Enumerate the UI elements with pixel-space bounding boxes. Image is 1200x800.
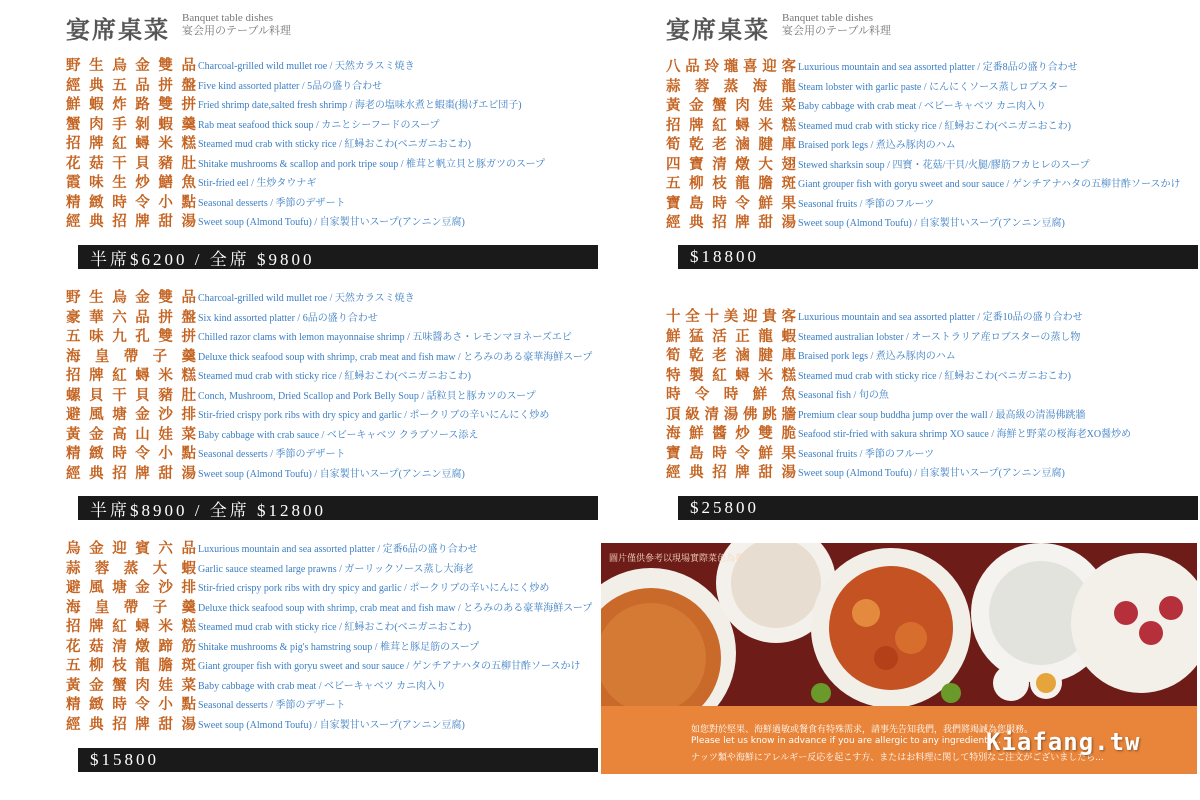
dish-name-zh: 避 風 塘 金 沙 排: [66, 406, 196, 424]
dish-name-en: Garlic sauce steamed large prawns / ガーリックソース蒸し大海老: [198, 563, 474, 575]
dish-name-zh: 海 鮮 醬 炒 雙 脆: [666, 425, 796, 443]
dish-name-en: Braised pork legs / 煮込み豚肉のハム: [798, 351, 956, 363]
menu-item: [66, 365, 592, 385]
page-title: 宴席桌菜: [666, 15, 770, 44]
dish-name-en: Stir-fried crispy pork ribs with dry spicy and garlic / ポークリブの辛いにんにく炒め: [198, 583, 550, 595]
header-right: [666, 10, 891, 45]
menu-item: [666, 95, 1181, 115]
dish-name-zh: 經 典 招 牌 甜 湯: [66, 213, 196, 231]
dish-name-en: Seasonal desserts / 季節のデザート: [198, 449, 346, 461]
dish-name-en: Shitake mushrooms & scallop and pork tripe soup / 椎茸と帆立貝と豚ガツのスープ: [198, 158, 546, 170]
dish-name-zh: 五 味 九 孔 雙 拼: [66, 328, 196, 346]
menu-set-c: [66, 538, 592, 733]
menu-item: [66, 443, 592, 463]
price-bar-c: $15800: [78, 748, 598, 772]
menu-item: [666, 76, 1181, 96]
menu-item: [66, 714, 592, 734]
dish-name-en: Fried shrimp date,salted fresh shrimp / 海老の塩味水煮と蝦棗(揚げエビ団子): [198, 100, 522, 112]
dish-name-zh: 精 緻 時 令 小 點: [66, 193, 196, 211]
dish-name-en: Steamed mud crab with sticky rice / 紅蟳おこわ(ベニガニおこわ): [198, 139, 472, 151]
menu-item: [66, 346, 592, 366]
menu-item: [66, 694, 592, 714]
dish-name-en: Sweet soup (Almond Toufu) / 自家製甘いスープ(アンニン豆腐): [798, 468, 1065, 480]
dish-name-zh: 霞 味 生 炒 鱔 魚: [66, 174, 196, 192]
menu-item: [66, 172, 545, 192]
dish-name-zh: 經 典 招 牌 甜 湯: [666, 214, 796, 232]
dish-name-zh: 海 皇 帶 子 羹: [66, 347, 196, 365]
dish-name-en: Stir-fried crispy pork ribs with dry spicy and garlic / ポークリブの辛いにんにく炒め: [198, 410, 550, 422]
dish-name-en: Six kind assorted platter / 6品の盛り合わせ: [198, 312, 378, 324]
dish-name-zh: 經 典 招 牌 甜 湯: [66, 464, 196, 482]
menu-set-b: [66, 287, 592, 482]
page-subtitle: Banquet table dishes 宴会用のテーブル料理: [782, 12, 892, 37]
menu-item: [666, 115, 1181, 135]
dish-name-zh: 筍 乾 老 滷 腱 庫: [666, 347, 796, 365]
price-bar-b: 半席$8900 / 全席 $12800: [78, 496, 598, 520]
dish-name-zh: 五 柳 枝 龍 膽 斑: [666, 175, 796, 193]
dish-name-zh: 招 牌 紅 蟳 米 糕: [666, 116, 796, 134]
price-bar-d: $18800: [678, 245, 1198, 269]
dish-name-en: Seasonal fruits / 季節のフルーツ: [798, 448, 935, 460]
dish-name-zh: 螺 貝 干 貝 豬 肚: [66, 386, 196, 404]
menu-item: [666, 212, 1181, 232]
menu-item: [666, 193, 1181, 213]
dish-name-en: Seasonal fish / 旬の魚: [798, 390, 889, 402]
dish-name-en: Luxurious mountain and sea assorted platter / 定番8品の盛り合わせ: [798, 62, 1078, 74]
watermark: Kiafang.tw: [986, 728, 1141, 756]
dish-name-zh: 十 全 十 美 迎 貴 客: [666, 308, 796, 326]
dish-name-zh: 鮮 猛 活 正 龍 蝦: [666, 327, 796, 345]
menu-item: [66, 75, 545, 95]
dish-name-en: Giant grouper fish with goryu sweet and sour sauce / ゲンチアナハタの五柳甘酢ソースかけ: [798, 179, 1181, 191]
dish-name-zh: 特 製 紅 蟳 米 糕: [666, 366, 796, 384]
dish-name-en: Giant grouper fish with goryu sweet and sour sauce / ゲンチアナハタの五柳甘酢ソースかけ: [198, 661, 581, 673]
menu-item: [66, 133, 545, 153]
dish-name-en: Deluxe thick seafood soup with shrimp, crab meat and fish maw / とろみのある豪華海鮮スープ: [198, 602, 593, 614]
menu-item: [66, 424, 592, 444]
dish-name-en: Stewed sharksin soup / 四寶・花菇/干貝/火腿/膠筋フカヒレのスープ: [798, 159, 1090, 171]
menu-item: [66, 558, 592, 578]
dish-name-en: Sweet soup (Almond Toufu) / 自家製甘いスープ(アンニン豆腐): [798, 218, 1065, 230]
dish-name-zh: 海 皇 帶 子 羹: [66, 598, 196, 616]
dish-name-en: Baby cabbage with crab meat / ベビーキャベツ カニ肉入り: [198, 680, 447, 692]
dish-name-zh: 蟹 肉 手 剝 蝦 羹: [66, 115, 196, 133]
dish-name-en: Sweet soup (Almond Toufu) / 自家製甘いスープ(アンニン豆腐): [198, 468, 465, 480]
price-bar-a: 半席$6200 / 全席 $9800: [78, 245, 598, 269]
dish-name-zh: 招 牌 紅 蟳 米 糕: [66, 367, 196, 385]
menu-item: [66, 114, 545, 134]
dish-name-zh: 蒜 蓉 蒸 大 蝦: [66, 559, 196, 577]
menu-item: [66, 616, 592, 636]
dish-name-en: Rab meat seafood thick soup / カニとシーフードのスープ: [198, 119, 440, 131]
menu-item: [66, 385, 592, 405]
dish-name-en: Charcoal-grilled wild mullet roe / 天然カラスミ焼き: [198, 61, 415, 73]
dish-name-zh: 黃 金 高 山 娃 菜: [66, 425, 196, 443]
dish-name-zh: 花 菇 干 貝 豬 肚: [66, 154, 196, 172]
dish-name-en: Seasonal fruits / 季節のフルーツ: [798, 198, 935, 210]
dish-name-en: Luxurious mountain and sea assorted platter / 定番6品の盛り合わせ: [198, 544, 478, 556]
dish-name-zh: 經 典 招 牌 甜 湯: [66, 715, 196, 733]
menu-item: [66, 463, 592, 483]
dish-name-en: Seasonal desserts / 季節のデザート: [198, 197, 346, 209]
dish-name-en: Steamed mud crab with sticky rice / 紅蟳おこわ(ベニガニおこわ): [798, 120, 1072, 132]
dish-name-zh: 四 寶 清 燉 大 翅: [666, 155, 796, 173]
price-bar-e: $25800: [678, 496, 1198, 520]
dish-name-en: Steamed australian lobster / オーストラリア産ロブスターの蒸し物: [798, 331, 1081, 343]
dish-name-en: Sweet soup (Almond Toufu) / 自家製甘いスープ(アンニン豆腐): [198, 217, 465, 229]
dish-name-zh: 寶 島 時 令 鮮 果: [666, 444, 796, 462]
menu-item: [66, 538, 592, 558]
menu-set-d: [666, 56, 1181, 232]
dish-name-zh: 黃 金 蟹 肉 娃 菜: [666, 97, 796, 115]
dish-name-en: Steamed mud crab with sticky rice / 紅蟳おこわ(ベニガニおこわ): [798, 370, 1072, 382]
dish-name-zh: 野 生 烏 金 雙 品: [66, 289, 196, 307]
dish-name-en: Steamed mud crab with sticky rice / 紅蟳おこわ(ベニガニおこわ): [198, 371, 472, 383]
menu-item: [666, 462, 1131, 482]
dish-name-zh: 黃 金 蟹 肉 娃 菜: [66, 676, 196, 694]
dish-name-en: Sweet soup (Almond Toufu) / 自家製甘いスープ(アンニン豆腐): [198, 719, 465, 731]
dish-name-en: Baby cabbage with crab sauce / ベビーキャベツ クラブソース添え: [198, 429, 479, 441]
dish-name-zh: 蒜 蓉 蒸 海 龍: [666, 77, 796, 95]
dish-name-en: Five kind assorted platter / 5品の盛り合わせ: [198, 80, 383, 92]
dish-name-zh: 野 生 烏 金 雙 品: [66, 57, 196, 75]
dish-name-zh: 頂 級 清 湯 佛 跳 牆: [666, 405, 796, 423]
menu-item: [66, 192, 545, 212]
menu-item: [66, 211, 545, 231]
header-left: [66, 10, 291, 45]
dish-name-zh: 烏 金 迎 賓 六 品: [66, 540, 196, 558]
dish-name-en: Steam lobster with garlic paste / にんにくソース蒸しロブスター: [798, 81, 1069, 93]
dish-name-en: Conch, Mushroom, Dried Scallop and Pork Belly Soup / 話粒貝と豚カツのスープ: [198, 390, 536, 402]
dish-name-en: Seafood stir-fried with sakura shrimp XO sauce / 海鮮と野菜の桜海老XO醤炒め: [798, 429, 1132, 441]
page-title: 宴席桌菜: [66, 15, 170, 44]
dish-name-zh: 鮮 蝦 炸 路 雙 拼: [66, 96, 196, 114]
dish-name-zh: 招 牌 紅 蟳 米 糕: [66, 135, 196, 153]
menu-item: [666, 56, 1181, 76]
allergy-notice-band: 如您對於堅果、海鮮過敏或餐食有特殊需求，請事先告知我們，我們將竭誠為您服務。 Please let us know in advance if you are allergic to any ingredients... ナッツ類や海鮮にアレルギー反応を起こす方、またはお料理に関して特別なご注文がございましたら...: [601, 706, 1197, 774]
dish-name-en: Braised pork legs / 煮込み豚肉のハム: [798, 140, 956, 152]
menu-item: [66, 153, 545, 173]
menu-set-e: [666, 306, 1131, 482]
dish-name-zh: 經 典 招 牌 甜 湯: [666, 464, 796, 482]
menu-item: [666, 134, 1181, 154]
menu-item: [66, 597, 592, 617]
menu-item: [666, 345, 1131, 365]
dish-name-en: Steamed mud crab with sticky rice / 紅蟳おこわ(ベニガニおこわ): [198, 622, 472, 634]
photo-disclaimer: 圖片僅供參考以現場實際菜色為準: [609, 554, 745, 564]
dish-name-zh: 精 緻 時 令 小 點: [66, 696, 196, 714]
dish-name-zh: 經 典 五 品 拼 盤: [66, 76, 196, 94]
dish-name-zh: 精 緻 時 令 小 點: [66, 445, 196, 463]
menu-item: [666, 443, 1131, 463]
menu-item: [66, 577, 592, 597]
food-photo-panel: [601, 543, 1197, 774]
dish-name-zh: 筍 乾 老 滷 腱 庫: [666, 136, 796, 154]
page-subtitle: Banquet table dishes 宴会用のテーブル料理: [182, 12, 292, 37]
menu-item: [66, 326, 592, 346]
dish-name-en: Premium clear soup buddha jump over the wall / 最高級の清湯佛跳牆: [798, 409, 1086, 421]
dish-name-zh: 時 令 時 鮮 魚: [666, 386, 796, 404]
menu-item: [66, 675, 592, 695]
dish-name-zh: 避 風 塘 金 沙 排: [66, 579, 196, 597]
menu-item: [66, 636, 592, 656]
menu-item: [666, 306, 1131, 326]
dish-name-zh: 五 柳 枝 龍 膽 斑: [66, 657, 196, 675]
dish-name-en: Chilled razor clams with lemon mayonnaise shrimp / 五味醬あさ・レモンマヨネーズエビ: [198, 332, 572, 344]
menu-item: [66, 404, 592, 424]
dish-name-zh: 招 牌 紅 蟳 米 糕: [66, 618, 196, 636]
menu-item: [666, 154, 1181, 174]
menu-item: [666, 173, 1181, 193]
dish-name-zh: 寶 島 時 令 鮮 果: [666, 194, 796, 212]
menu-item: [666, 384, 1131, 404]
dish-name-zh: 八 品 玲 瓏 喜 迎 客: [666, 58, 796, 76]
menu-item: [666, 404, 1131, 424]
dish-name-en: Deluxe thick seafood soup with shrimp, crab meat and fish maw / とろみのある豪華海鮮スープ: [198, 351, 593, 363]
menu-item: [66, 655, 592, 675]
dish-name-en: Luxurious mountain and sea assorted platter / 定番10品の盛り合わせ: [798, 312, 1083, 324]
menu-item: [666, 423, 1131, 443]
dish-name-en: Seasonal desserts / 季節のデザート: [198, 700, 346, 712]
dish-name-en: Baby cabbage with crab meat / ベビーキャベツ カニ肉入り: [798, 101, 1047, 113]
dish-name-en: Charcoal-grilled wild mullet roe / 天然カラスミ焼き: [198, 293, 415, 305]
menu-item: [66, 55, 545, 75]
menu-item: [66, 94, 545, 114]
menu-item: [666, 365, 1131, 385]
menu-item: [66, 287, 592, 307]
dish-name-en: Stir-fried eel / 生炒タウナギ: [198, 178, 317, 190]
menu-item: [666, 326, 1131, 346]
dish-name-zh: 花 菇 清 燉 蹄 筋: [66, 637, 196, 655]
menu-set-a: [66, 55, 545, 231]
menu-item: [66, 307, 592, 327]
dish-name-en: Shitake mushrooms & pig's hamstring soup / 椎茸と豚足筋のスープ: [198, 641, 480, 653]
dish-name-zh: 豪 華 六 品 拼 盤: [66, 308, 196, 326]
